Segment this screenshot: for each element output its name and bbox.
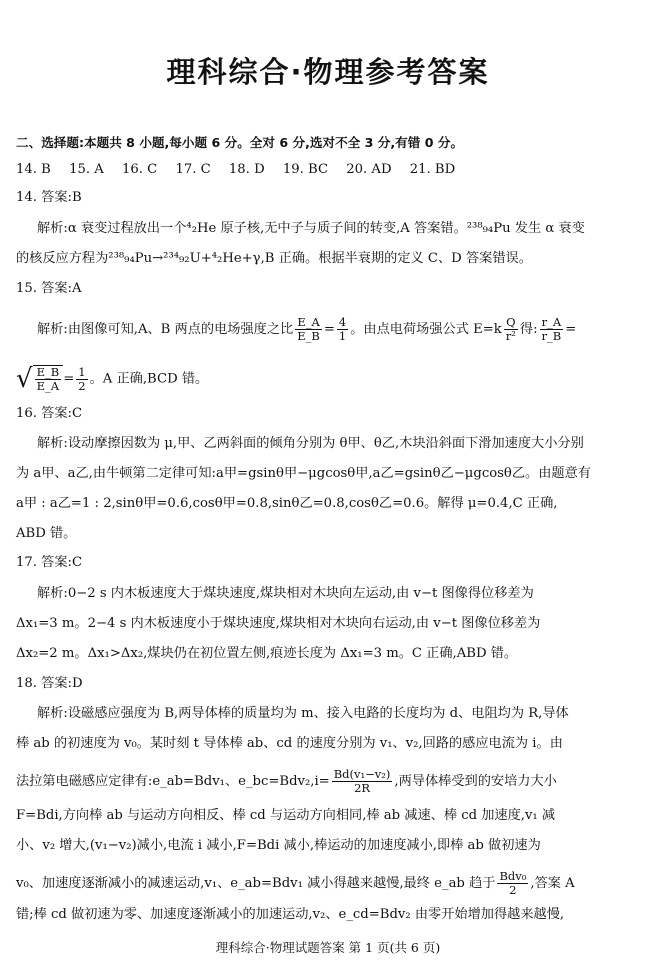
answer-key-row xyxy=(16,160,640,180)
q15-heading: 15. 答案:A xyxy=(16,281,82,296)
fraction-limit: $\frac{\text{Bdv₀}}{2}$ xyxy=(499,869,527,897)
q18-text: ,答案 A xyxy=(530,876,575,891)
q17-heading: 17. 答案:C xyxy=(16,555,83,570)
q15-text: 。由点电荷场强公式 E=k xyxy=(350,322,502,337)
q18-text: ,两导体棒受到的安培力大小 xyxy=(394,774,557,789)
q16-explanation-line: ABD 错。 xyxy=(16,526,77,541)
q18-explanation-line: 解析:设磁感应强度为 B,两导体棒的质量均为 m、接入电路的长度均为 d、电阻均为 R,导体 xyxy=(37,706,569,721)
q18-explanation-line xyxy=(16,870,640,897)
fraction-4-1: $\frac{4}{1}$ xyxy=(338,315,347,343)
fraction-eb-ea: $\frac{E\_B}{E\_A}$ xyxy=(36,365,60,393)
section-heading: 二、选择题:本题共 8 小题,每小题 6 分。全对 6 分,选对不全 3 分,有错 0 分。 xyxy=(16,135,464,150)
q14-heading: 14. 答案:B xyxy=(16,190,82,205)
q18-heading: 18. 答案:D xyxy=(16,676,83,691)
fraction-ra-rb: $\frac{r\_A}{r\_B}$ xyxy=(541,315,562,343)
answer-19: 19. BC xyxy=(282,162,329,177)
q18-explanation-line: 棒 ab 的初速度为 v₀。某时刻 t 导体棒 ab、cd 的速度分别为 v₁、v₂,回路的感应电流为 i。由 xyxy=(16,736,563,751)
q15-text: 得: xyxy=(519,322,538,337)
answer-18: 18. D xyxy=(228,162,265,177)
fraction-q-r2: $\frac{Q}{\text{r²}}$ xyxy=(505,315,516,343)
q15-text: 解析:由图像可知,A、B 两点的电场强度之比 xyxy=(37,322,294,337)
q18-explanation-line xyxy=(16,768,640,795)
answer-16: 16. C xyxy=(121,162,158,177)
fraction-1-2: $\frac{1}{2}$ xyxy=(78,364,86,393)
answer-17: 17. C xyxy=(175,162,211,177)
q16-explanation-line: a甲 : a乙=1 : 2,sinθ甲=0.6,cosθ甲=0.8,sinθ乙=0.8,cosθ乙=0.6。解得 μ=0.4,C 正确, xyxy=(16,496,558,511)
q18-explanation-line: 错;棒 cd 做初速为零、加速度逐渐减小的加速运动,v₂、e_cd=Bdv₂ 由零开始增加得越来越慢, xyxy=(16,907,565,922)
answer-21: 21. BD xyxy=(409,162,456,177)
square-root: √ $\frac{E\_B}{E\_A}$ xyxy=(16,365,63,393)
q17-explanation-line: 解析:0−2 s 内木板速度大于煤块速度,煤块相对木块向左运动,由 v−t 图像得位移差为 xyxy=(37,586,534,601)
answer-15: 15. A xyxy=(69,162,104,177)
answer-14: 14. B xyxy=(16,162,51,177)
q18-explanation-line: 小、v₂ 增大,(v₁−v₂)减小,电流 i 减小,F=Bdi 减小,棒运动的加速度减小,即棒 ab 做初速为 xyxy=(16,838,541,853)
page-title: 理科综合·物理参考答案 xyxy=(166,55,490,89)
q15-explanation-line: √ $\frac{E\_B}{E\_A}$ = $\frac{1}{2}$ 。A 正确,BCD 错。 xyxy=(16,364,209,394)
q14-explanation-line: 解析:α 衰变过程放出一个⁴₂He 原子核,无中子与质子间的转变,A 答案错。²³⁸₉₄Pu 发生 α 衰变 xyxy=(37,221,585,236)
q17-explanation-line: Δx₂=2 m。Δx₁>Δx₂,煤块仍在初位置左侧,痕迹长度为 Δx₁=3 m。C 正确,ABD 错。 xyxy=(16,646,518,661)
q18-explanation-line: F=Bdi,方向棒 ab 与运动方向相反、棒 cd 与运动方向相同,棒 ab 减速、棒 cd 加速度,v₁ 减 xyxy=(16,808,556,823)
page-footer: 理科综合·物理试题答案 第 1 页(共 6 页) xyxy=(215,940,441,955)
q14-explanation-line: 的核反应方程为²³⁸₉₄Pu→²³⁴₉₂U+⁴₂He+γ,B 正确。根据半衰期的定义 C、D 答案错误。 xyxy=(16,251,532,266)
q16-heading: 16. 答案:C xyxy=(16,406,83,421)
answer-20: 20. AD xyxy=(346,162,392,177)
q18-text: 法拉第电磁感应定律有:e_ab=Bdv₁、e_bc=Bdv₂,i= xyxy=(16,774,330,789)
q16-explanation-line: 为 a甲、a乙,由牛顿第二定律可知:a甲=gsinθ甲−μgcosθ甲,a乙=gsinθ乙−μgcosθ乙。由题意有 xyxy=(16,466,591,481)
q17-explanation-line: Δx₁=3 m。2−4 s 内木板速度小于煤块速度,煤块相对木块向右运动,由 v−t 图像位移差为 xyxy=(16,616,541,631)
fraction-current: $\frac{\text{Bd(v₁−v₂)}}{2R}$ xyxy=(333,767,391,795)
q16-explanation-line: 解析:设动摩擦因数为 μ,甲、乙两斜面的倾角分别为 θ甲、θ乙,木块沿斜面下滑加速度大小分别 xyxy=(37,436,584,451)
q18-text: v₀、加速度逐渐减小的减速运动,v₁、e_ab=Bdv₁ 减小得越来越慢,最终 e_ab 趋于 xyxy=(16,876,496,891)
q15-explanation-line: 解析:由图像可知,A、B 两点的电场强度之比 $\frac{E\_A}{E\_B}$ = $\frac{4}{1}$ 。由点电荷场强公式 E=k $\frac{Q}{\text{r²}}$ 得: $\frac{r\_A}{r\_B}$ = xyxy=(37,315,577,343)
fraction-ea-eb: $\frac{E\_A}{E\_B}$ xyxy=(297,315,320,343)
q15-text: 。A 正确,BCD 错。 xyxy=(89,371,209,387)
